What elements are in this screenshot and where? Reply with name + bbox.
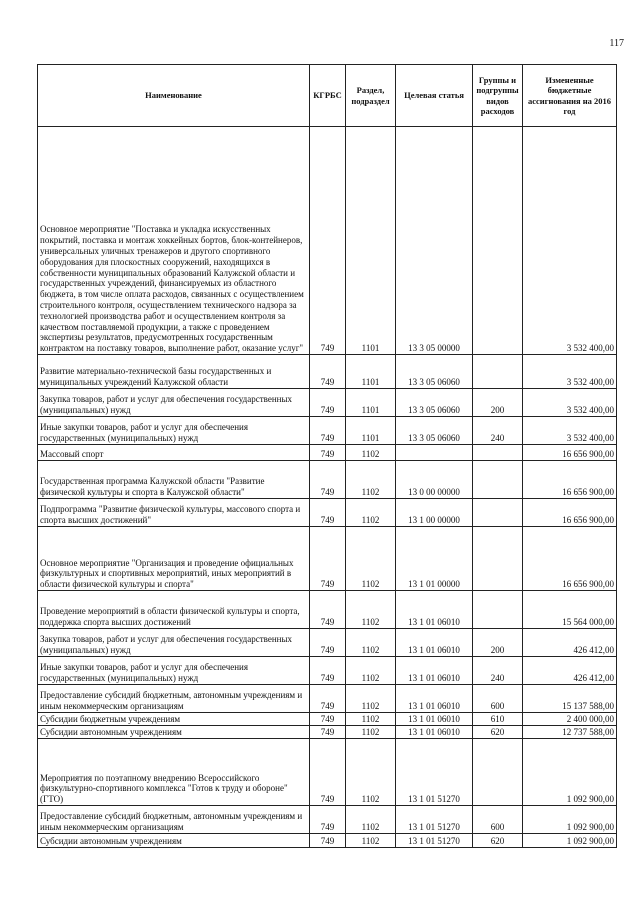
table-row [38, 726, 617, 739]
table-row [38, 685, 617, 713]
row-name: Субсидии бюджетным учреждениям [38, 713, 310, 726]
row-kgrbs: 749 [310, 629, 346, 657]
row-kgrbs: 749 [310, 461, 346, 499]
row-target: 13 1 01 51270 [396, 739, 473, 806]
row-amount: 16 656 900,00 [523, 527, 617, 591]
row-amount: 16 656 900,00 [523, 499, 617, 527]
row-name: Субсидии автономным учреждениям [38, 834, 310, 848]
row-name: Субсидии автономным учреждениям [38, 726, 310, 739]
table-row [38, 527, 617, 591]
table-row [38, 739, 617, 806]
row-kgrbs: 749 [310, 806, 346, 834]
row-expense-group [473, 739, 523, 806]
table-row [38, 461, 617, 499]
row-expense-group [473, 527, 523, 591]
row-kgrbs: 749 [310, 499, 346, 527]
row-expense-group [473, 461, 523, 499]
row-section: 1102 [346, 657, 396, 685]
row-kgrbs: 749 [310, 591, 346, 629]
table-row [38, 657, 617, 685]
row-amount: 15 564 000,00 [523, 591, 617, 629]
row-target: 13 3 05 06060 [396, 355, 473, 389]
row-section: 1102 [346, 527, 396, 591]
row-section: 1102 [346, 685, 396, 713]
row-name: Предоставление субсидий бюджетным, автономным учреждениям и иным некоммерческим организациям [38, 685, 310, 713]
row-expense-group: 240 [473, 417, 523, 445]
header-target: Целевая статья [396, 65, 473, 127]
row-expense-group: 600 [473, 685, 523, 713]
table-row [38, 389, 617, 417]
row-section: 1101 [346, 417, 396, 445]
table-row [38, 806, 617, 834]
row-amount: 1 092 900,00 [523, 739, 617, 806]
row-section: 1102 [346, 591, 396, 629]
table-row [38, 629, 617, 657]
header-expense-group: Группы и подгруппы видов расходов [473, 65, 523, 127]
budget-table [37, 64, 617, 848]
row-name: Иные закупки товаров, работ и услуг для обеспечения государственных (муниципальных) нужд [38, 657, 310, 685]
row-section: 1102 [346, 713, 396, 726]
row-amount: 1 092 900,00 [523, 806, 617, 834]
table-row [38, 127, 617, 355]
table-header-row [38, 65, 617, 127]
row-target: 13 1 00 00000 [396, 499, 473, 527]
row-expense-group [473, 499, 523, 527]
row-target: 13 1 01 06010 [396, 713, 473, 726]
row-target: 13 1 01 06010 [396, 591, 473, 629]
table-row [38, 445, 617, 461]
row-expense-group: 200 [473, 389, 523, 417]
row-kgrbs: 749 [310, 417, 346, 445]
row-amount: 3 532 400,00 [523, 355, 617, 389]
row-section: 1102 [346, 629, 396, 657]
row-section: 1101 [346, 127, 396, 355]
row-section: 1101 [346, 355, 396, 389]
row-kgrbs: 749 [310, 127, 346, 355]
row-kgrbs: 749 [310, 657, 346, 685]
row-expense-group: 600 [473, 806, 523, 834]
row-kgrbs: 749 [310, 713, 346, 726]
row-target [396, 445, 473, 461]
row-expense-group [473, 355, 523, 389]
row-target: 13 0 00 00000 [396, 461, 473, 499]
row-name: Закупка товаров, работ и услуг для обеспечения государственных (муниципальных) нужд [38, 389, 310, 417]
row-expense-group: 620 [473, 834, 523, 848]
row-amount: 3 532 400,00 [523, 417, 617, 445]
row-amount: 16 656 900,00 [523, 461, 617, 499]
row-name: Основное мероприятие "Поставка и укладка искусственных покрытий, поставка и монтаж хоккейных бортов, блок-контейнеров, универсальных уличных тренажеров и другого спортивного оборудования для плоскостных сооружений, находящихся в собственности муниципальных образований Калужской области и государственных учреждений, финансируемых из областного бюджета, в том числе оплата расходов, связанных с осуществлением строительного контроля, осуществлением технического надзора за технологией производства работ и осуществлением контроля за качеством поставляемой продукции, а также с проведением экспертизы результатов, предусмотренных государственным контрактом на поставку товаров, выполнение работ, оказание услуг" [38, 127, 310, 355]
row-amount: 1 092 900,00 [523, 834, 617, 848]
row-target: 13 1 01 51270 [396, 806, 473, 834]
row-name: Государственная программа Калужской области "Развитие физической культуры и спорта в Калужской области" [38, 461, 310, 499]
row-kgrbs: 749 [310, 389, 346, 417]
table-body [38, 127, 617, 848]
row-name: Мероприятия по поэтапному внедрению Всероссийского физкультурно-спортивного комплекса "Готов к труду и обороне" (ГТО) [38, 739, 310, 806]
row-kgrbs: 749 [310, 445, 346, 461]
row-target: 13 3 05 06060 [396, 417, 473, 445]
row-amount: 15 137 588,00 [523, 685, 617, 713]
row-target: 13 3 05 06060 [396, 389, 473, 417]
row-target: 13 1 01 00000 [396, 527, 473, 591]
header-name: Наименование [38, 65, 310, 127]
row-expense-group: 620 [473, 726, 523, 739]
table-row [38, 713, 617, 726]
row-name: Развитие материально-технической базы государственных и муниципальных учреждений Калужской области [38, 355, 310, 389]
row-amount: 16 656 900,00 [523, 445, 617, 461]
row-name: Предоставление субсидий бюджетным, автономным учреждениям и иным некоммерческим организациям [38, 806, 310, 834]
row-kgrbs: 749 [310, 739, 346, 806]
row-target: 13 1 01 06010 [396, 726, 473, 739]
row-expense-group [473, 127, 523, 355]
row-section: 1102 [346, 726, 396, 739]
row-kgrbs: 749 [310, 527, 346, 591]
row-amount: 426 412,00 [523, 657, 617, 685]
row-kgrbs: 749 [310, 685, 346, 713]
row-expense-group: 610 [473, 713, 523, 726]
row-name: Массовый спорт [38, 445, 310, 461]
row-target: 13 1 01 06010 [396, 629, 473, 657]
row-target: 13 1 01 06010 [396, 657, 473, 685]
row-name: Закупка товаров, работ и услуг для обеспечения государственных (муниципальных) нужд [38, 629, 310, 657]
row-section: 1102 [346, 461, 396, 499]
header-allocation: Измененные бюджетные ассигнования на 2016 год [523, 65, 617, 127]
row-amount: 426 412,00 [523, 629, 617, 657]
row-amount: 12 737 588,00 [523, 726, 617, 739]
table-row [38, 499, 617, 527]
row-kgrbs: 749 [310, 726, 346, 739]
row-kgrbs: 749 [310, 834, 346, 848]
row-target: 13 1 01 51270 [396, 834, 473, 848]
row-section: 1102 [346, 445, 396, 461]
page-number: 117 [609, 38, 624, 49]
header-section: Раздел, подраздел [346, 65, 396, 127]
row-amount: 3 532 400,00 [523, 127, 617, 355]
row-target: 13 3 05 00000 [396, 127, 473, 355]
table-row [38, 834, 617, 848]
row-name: Иные закупки товаров, работ и услуг для обеспечения государственных (муниципальных) нужд [38, 417, 310, 445]
table-row [38, 591, 617, 629]
table-row [38, 417, 617, 445]
table-row [38, 355, 617, 389]
row-name: Проведение мероприятий в области физической культуры и спорта, поддержка спорта высших достижений [38, 591, 310, 629]
row-kgrbs: 749 [310, 355, 346, 389]
row-name: Подпрограмма "Развитие физической культуры, массового спорта и спорта высших достижений" [38, 499, 310, 527]
row-expense-group [473, 591, 523, 629]
row-target: 13 1 01 06010 [396, 685, 473, 713]
row-section: 1102 [346, 739, 396, 806]
row-section: 1101 [346, 389, 396, 417]
row-section: 1102 [346, 834, 396, 848]
row-expense-group: 200 [473, 629, 523, 657]
row-amount: 2 400 000,00 [523, 713, 617, 726]
header-kgrbs: КГРБС [310, 65, 346, 127]
row-section: 1102 [346, 499, 396, 527]
row-name: Основное мероприятие "Организация и проведение официальных физкультурных и спортивных мероприятий, иных мероприятий в области физической культуры и спорта" [38, 527, 310, 591]
row-section: 1102 [346, 806, 396, 834]
row-expense-group [473, 445, 523, 461]
row-expense-group: 240 [473, 657, 523, 685]
row-amount: 3 532 400,00 [523, 389, 617, 417]
